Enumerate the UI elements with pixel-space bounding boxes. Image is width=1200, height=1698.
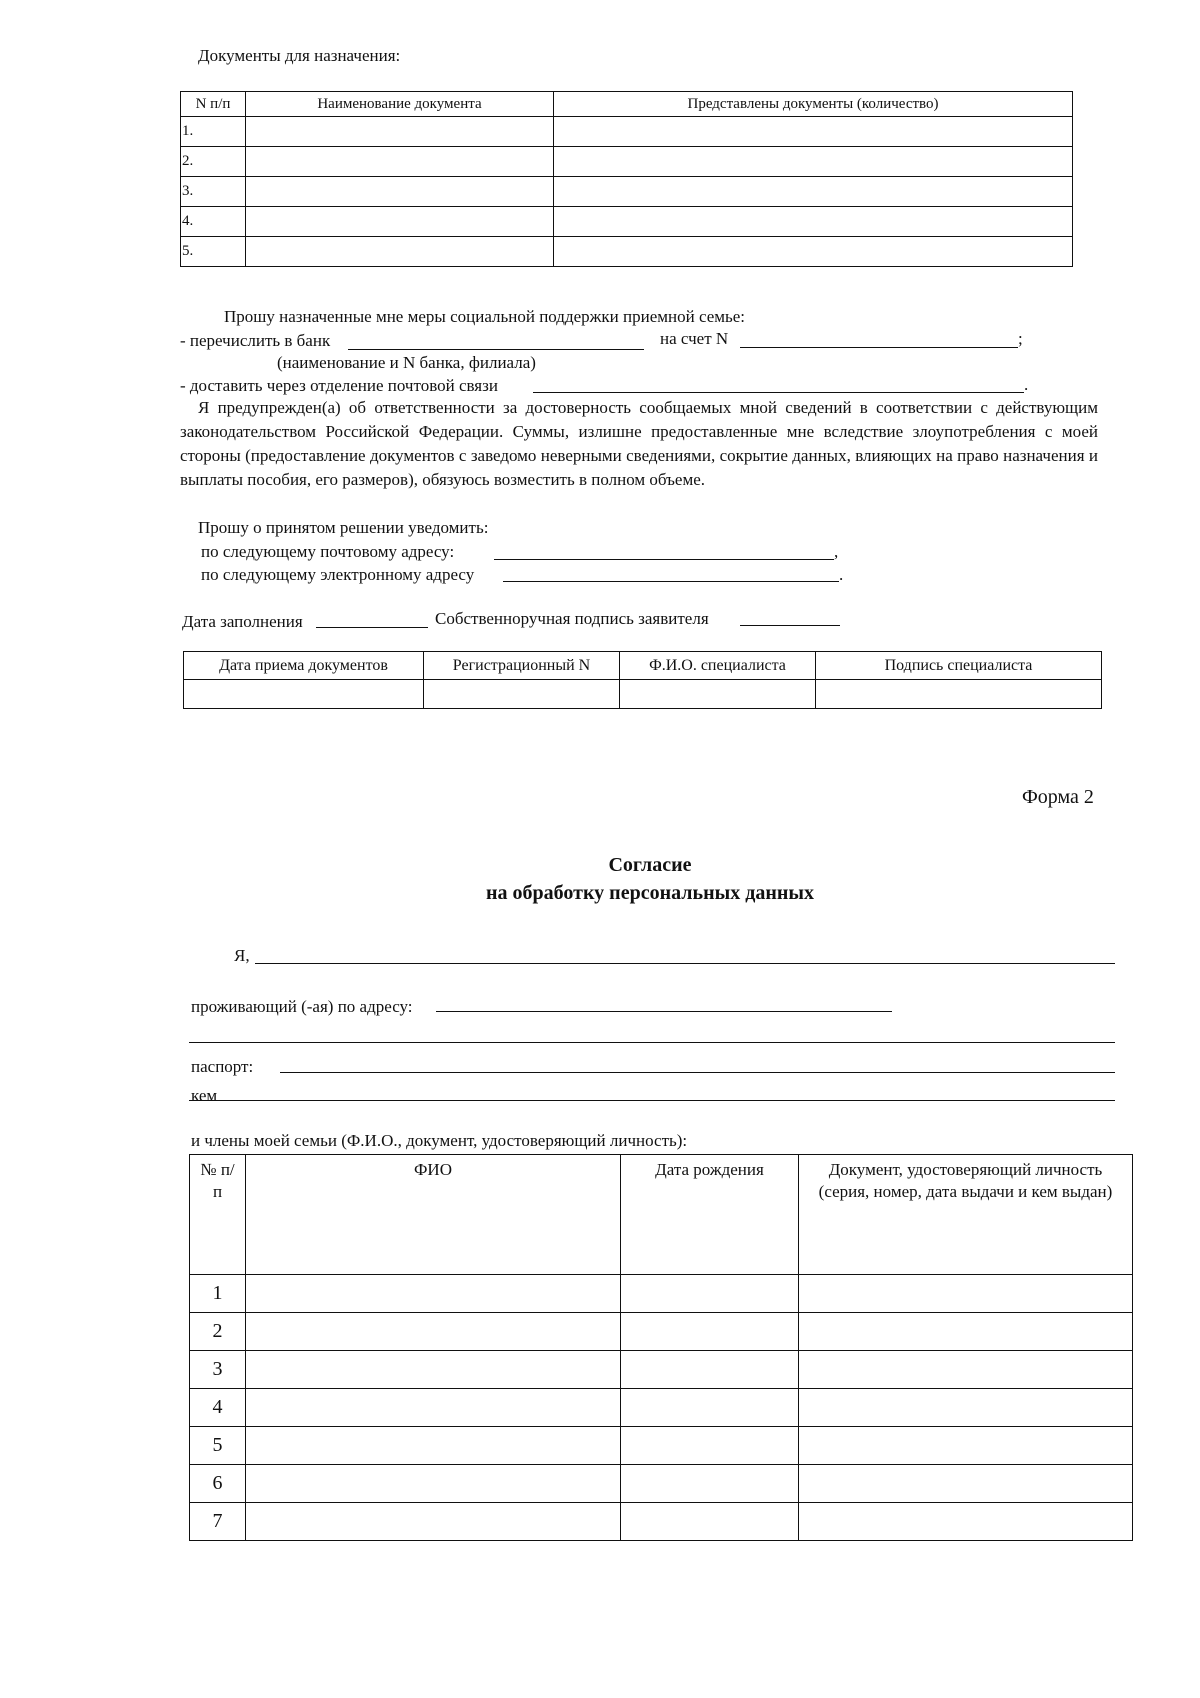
document-name-cell[interactable] — [246, 177, 554, 207]
birth-date-cell[interactable] — [621, 1389, 799, 1427]
postal-address-end: , — [834, 542, 839, 561]
identity-document-cell[interactable] — [799, 1275, 1133, 1313]
column-header: Регистрационный N — [424, 652, 620, 680]
address-label: проживающий (-ая) по адресу: — [191, 997, 413, 1016]
family-name-cell[interactable] — [246, 1427, 621, 1465]
email-address-end: . — [839, 565, 844, 584]
table-row — [190, 1427, 1133, 1465]
table-row — [184, 680, 1102, 709]
row-number: 5. — [181, 237, 246, 267]
family-name-cell[interactable] — [246, 1351, 621, 1389]
table-row — [190, 1313, 1133, 1351]
table-row — [190, 1351, 1133, 1389]
identity-document-cell[interactable] — [799, 1351, 1133, 1389]
column-header: Ф.И.О. специалиста — [620, 652, 816, 680]
account-end: ; — [1018, 329, 1023, 348]
identity-document-cell[interactable] — [799, 1313, 1133, 1351]
column-header: Дата рождения — [621, 1155, 799, 1275]
table-row — [190, 1275, 1133, 1313]
identity-document-cell[interactable] — [799, 1465, 1133, 1503]
full-name-field[interactable] — [255, 963, 1115, 964]
document-count-cell[interactable] — [554, 117, 1073, 147]
family-name-cell[interactable] — [246, 1465, 621, 1503]
consent-subtitle: на обработку персональных данных — [486, 882, 814, 904]
table-row — [190, 1465, 1133, 1503]
table-row — [181, 177, 1073, 207]
post-office-field[interactable] — [533, 392, 1024, 393]
birth-date-cell[interactable] — [621, 1351, 799, 1389]
registration-number-cell[interactable] — [424, 680, 620, 709]
specialist-signature-cell[interactable] — [816, 680, 1102, 709]
row-number: 1. — [181, 117, 246, 147]
postal-address-field[interactable] — [494, 559, 834, 560]
docs-heading: Документы для назначения: — [198, 46, 401, 65]
consent-i-label: Я, — [234, 946, 250, 965]
bank-field[interactable] — [348, 349, 644, 350]
table-row — [181, 117, 1073, 147]
post-label: - доставить через отделение почтовой связи — [180, 376, 498, 395]
family-members-table — [189, 1154, 1133, 1541]
column-header: Документ, удостоверяющий личность (серия, номер, дата выдачи и кем выдан) — [799, 1155, 1133, 1275]
document-count-cell[interactable] — [554, 147, 1073, 177]
row-number: 5 — [190, 1427, 246, 1465]
column-header: N п/п — [181, 92, 246, 117]
post-end: . — [1024, 375, 1029, 394]
document-count-cell[interactable] — [554, 207, 1073, 237]
column-header: ФИО — [246, 1155, 621, 1275]
address-field-continued[interactable] — [189, 1042, 1115, 1043]
table-row — [190, 1389, 1133, 1427]
document-name-cell[interactable] — [246, 147, 554, 177]
row-number: 6 — [190, 1465, 246, 1503]
family-name-cell[interactable] — [246, 1503, 621, 1541]
birth-date-cell[interactable] — [621, 1275, 799, 1313]
table-row — [181, 147, 1073, 177]
table-header-row — [184, 652, 1102, 680]
family-name-cell[interactable] — [246, 1313, 621, 1351]
table-header-row — [190, 1155, 1133, 1275]
fill-date-label: Дата заполнения — [182, 612, 303, 631]
table-row — [190, 1503, 1133, 1541]
notify-intro: Прошу о принятом решении уведомить: — [198, 518, 489, 537]
liability-warning: Я предупрежден(а) об ответственности за достоверность сообщаемых мной сведений в соответствии с действующим законодательством Российской Федерации. Суммы, излишне предоставленные мне вследствие злоупотребления с моей стороны (предоставление документов с заведомо неверными сведениями, сокрытие данных, влияющих на право назначения и выплаты пособия, его размеров), обязуюсь возместить в полном объеме. — [180, 398, 1098, 489]
document-count-cell[interactable] — [554, 237, 1073, 267]
family-name-cell[interactable] — [246, 1275, 621, 1313]
passport-label: паспорт: — [191, 1057, 254, 1076]
family-intro: и члены моей семьи (Ф.И.О., документ, удостоверяющий личность): — [191, 1131, 688, 1150]
documents-table — [180, 91, 1073, 267]
document-name-cell[interactable] — [246, 117, 554, 147]
issued-by-label: кем — [191, 1086, 218, 1105]
document-name-cell[interactable] — [246, 207, 554, 237]
row-number: 3 — [190, 1351, 246, 1389]
birth-date-cell[interactable] — [621, 1503, 799, 1541]
table-row — [181, 207, 1073, 237]
email-address-field[interactable] — [503, 581, 839, 582]
row-number: 7 — [190, 1503, 246, 1541]
document-count-cell[interactable] — [554, 177, 1073, 207]
row-number: 2 — [190, 1313, 246, 1351]
issued-by-field[interactable] — [189, 1100, 1115, 1101]
birth-date-cell[interactable] — [621, 1427, 799, 1465]
account-label: на счет N — [660, 329, 729, 348]
row-number: 3. — [181, 177, 246, 207]
column-header: Подпись специалиста — [816, 652, 1102, 680]
postal-address-label: по следующему почтовому адресу: — [201, 542, 455, 561]
column-header: № п/п — [190, 1155, 246, 1275]
bank-label: - перечислить в банк — [180, 331, 331, 350]
receipt-date-cell[interactable] — [184, 680, 424, 709]
column-header: Наименование документа — [246, 92, 554, 117]
address-field[interactable] — [436, 1011, 892, 1012]
fill-date-field[interactable] — [316, 627, 428, 628]
identity-document-cell[interactable] — [799, 1503, 1133, 1541]
email-address-label: по следующему электронному адресу — [201, 565, 475, 584]
consent-title: Согласие — [608, 854, 692, 876]
form-number: Форма 2 — [1022, 786, 1094, 808]
specialist-name-cell[interactable] — [620, 680, 816, 709]
table-header-row — [181, 92, 1073, 117]
document-name-cell[interactable] — [246, 237, 554, 267]
passport-field[interactable] — [280, 1072, 1115, 1073]
table-row — [181, 237, 1073, 267]
applicant-signature-label: Собственноручная подпись заявителя — [435, 609, 709, 628]
registration-table — [183, 651, 1102, 709]
column-header: Представлены документы (количество) — [554, 92, 1073, 117]
identity-document-cell[interactable] — [799, 1389, 1133, 1427]
column-header: Дата приема документов — [184, 652, 424, 680]
row-number: 4 — [190, 1389, 246, 1427]
applicant-signature-field[interactable] — [740, 625, 840, 626]
account-field[interactable] — [740, 347, 1018, 348]
bank-hint: (наименование и N банка, филиала) — [277, 353, 536, 372]
family-name-cell[interactable] — [246, 1389, 621, 1427]
birth-date-cell[interactable] — [621, 1313, 799, 1351]
row-number: 4. — [181, 207, 246, 237]
birth-date-cell[interactable] — [621, 1465, 799, 1503]
row-number: 1 — [190, 1275, 246, 1313]
row-number: 2. — [181, 147, 246, 177]
identity-document-cell[interactable] — [799, 1427, 1133, 1465]
request-intro: Прошу назначенные мне меры социальной поддержки приемной семье: — [224, 307, 746, 326]
